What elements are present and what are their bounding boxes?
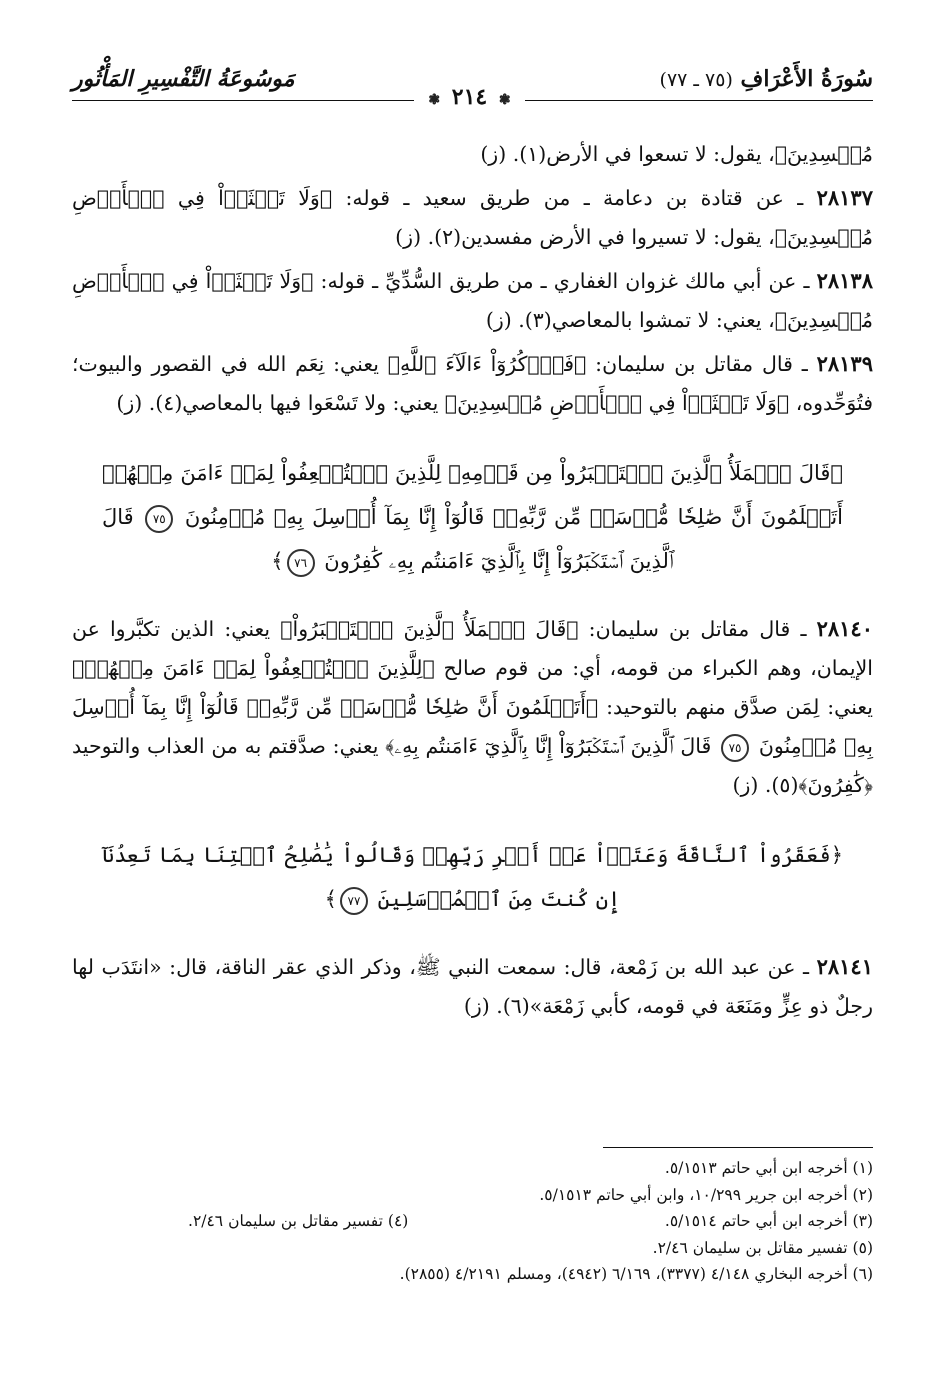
entry-number: ٢٨١٣٩ bbox=[816, 351, 873, 376]
entry-28139 bbox=[72, 344, 873, 423]
entry-number: ٢٨١٣٨ bbox=[816, 268, 873, 293]
quran-verse-75-76 bbox=[102, 451, 843, 583]
footnote-4: (٤) تفسير مقاتل بن سليمان ٢/٤٦. bbox=[188, 1212, 409, 1230]
verse-number-marker: ٧٦ bbox=[287, 549, 315, 577]
page-number-wrap bbox=[0, 84, 939, 110]
entry-text: ـ قال مقاتل بن سليمان: ﴿قَالَ ٱلۡمَلَأُ ٱلَّذِينَ ٱسۡتَكۡبَرُواْ﴾ يعني: الذين تكبَّروا عن الإيمان، وهم الكبراء من قومه، أي: من قوم صالح ﴿لِلَّذِينَ ٱسۡتُضۡعِفُواْ لِمَنۡ ءَامَنَ مِنۡهُمۡ﴾ يعني: لِمَن صدَّق منهم بالتوحيد: ﴿أَتَعۡلَمُونَ أَنَّ صَٰلِحٗا مُّرۡسَلٞ مِّن رَّبِّهِۦۚ قَالُوٓاْ إِنَّا بِمَآ أُرۡسِلَ بِهِۦ مُؤۡمِنُونَ bbox=[72, 617, 873, 758]
entry-text: ـ قال مقاتل بن سليمان: ﴿فَٱذۡكُرُوٓاْ ءَالَآءَ ٱللَّهِ﴾ يعني: نِعَم الله في القصور والبيوت؛ فتُوَحِّدوه، ﴿وَلَا تَعۡثَوۡاْ فِي ٱلۡأَرۡضِ مُفۡسِدِينَ﴾ يعني: ولا تَسْعَوا فيها بالمعاصي(٤). (ز) bbox=[72, 352, 873, 415]
footnote-3: (٣) أخرجه ابن أبي حاتم ٥/١٥١٤. bbox=[664, 1212, 873, 1230]
entry-text: ـ عن أبي مالك غزوان الغفاري ـ من طريق السُّدِّيِّ ـ قوله: ﴿وَلَا تَعۡثَوۡاْ فِي ٱلۡأَرۡضِ مُفۡسِدِينَ﴾، يعني: لا تمشوا بالمعاصي(٣). (ز) bbox=[72, 269, 873, 332]
entry-28141 bbox=[72, 947, 873, 1026]
entry-28138 bbox=[72, 261, 873, 340]
page-number bbox=[414, 84, 524, 110]
footnote-row bbox=[100, 1235, 873, 1262]
entry-28137 bbox=[72, 178, 873, 257]
entry-number: ٢٨١٤١ bbox=[816, 954, 873, 979]
footnote-row bbox=[100, 1182, 873, 1209]
entry-text: ـ عن عبد الله بن زَمْعة، قال: سمعت النبي ﷺ، وذكر الذي عقر الناقة، قال: «انتَدَب لها رجلٌ ذو عِزٍّ ومَنَعَة في قومه، كأبي زَمْعَة»(٦). (ز) bbox=[72, 955, 873, 1018]
page-body bbox=[72, 135, 873, 1030]
surah-name: سُورَةُ الأَعْرَافِ bbox=[740, 66, 873, 92]
ornament-icon: ❃ bbox=[498, 92, 511, 108]
book-title: مَوسُوعَةُ التَّفْسِيرِ المَأْثُور bbox=[72, 66, 295, 92]
page-number-text: ٢١٤ bbox=[451, 84, 488, 110]
verse-number-marker: ٧٧ bbox=[340, 887, 368, 915]
verse-number-marker: ٧٥ bbox=[145, 505, 173, 533]
footnote-row bbox=[100, 1261, 873, 1288]
entry-number: ٢٨١٣٧ bbox=[816, 185, 873, 210]
entry-continuation bbox=[72, 135, 873, 174]
entry-text: قَالَ ٱلَّذِينَ ٱسۡتَكۡبَرُوٓاْ إِنَّا بِٱلَّذِيٓ ءَامَنتُم بِهِۦ﴾ يعني: صدَّقتم به من العذاب والتوحيد ﴿كَٰفِرُونَ﴾(٥). (ز) bbox=[72, 734, 873, 797]
verse-range: (٧٥ ـ ٧٧) bbox=[659, 69, 733, 91]
verse-number-marker: ٧٥ bbox=[721, 734, 749, 762]
footnote-2: (٢) أخرجه ابن جرير ١٠/٢٩٩، وابن أبي حاتم ٥/١٥١٣. bbox=[539, 1185, 873, 1204]
entry-28140 bbox=[72, 609, 873, 805]
entry-number: ٢٨١٤٠ bbox=[816, 616, 873, 641]
quran-verse-77 bbox=[102, 833, 843, 921]
entry-text: ـ عن قتادة بن دعامة ـ من طريق سعيد ـ قوله: ﴿وَلَا تَعۡثَوۡاْ فِي ٱلۡأَرۡضِ مُفۡسِدِينَ﴾، يقول: لا تسيروا في الأرض مفسدين(٢). (ز) bbox=[72, 186, 873, 249]
footnote-row bbox=[100, 1208, 873, 1235]
footnotes bbox=[100, 1155, 873, 1288]
footnote-6: (٦) أخرجه البخاري ٤/١٤٨ (٣٣٧٧)، ٦/١٦٩ (٤٩٤٢)، ومسلم ٤/٢١٩١ (٢٨٥٥). bbox=[399, 1265, 873, 1283]
verse-close-bracket: ﴾ bbox=[271, 549, 284, 573]
verse-text: قَالَ ٱلَّذِينَ ٱسۡتَكۡبَرُوٓاْ إِنَّا بِٱلَّذِيٓ ءَامَنتُم بِهِۦ كَٰفِرُونَ bbox=[102, 505, 674, 573]
footnote-1: (١) أخرجه ابن أبي حاتم ٥/١٥١٣. bbox=[664, 1159, 873, 1177]
footnote-rule bbox=[603, 1147, 873, 1148]
ornament-icon: ❃ bbox=[428, 92, 441, 108]
entry-text: مُفۡسِدِينَ﴾، يقول: لا تسعوا في الأرض(١). (ز) bbox=[480, 142, 873, 166]
verse-text: ﴿قَالَ ٱلۡمَلَأُ ٱلَّذِينَ ٱسۡتَكۡبَرُواْ مِن قَوۡمِهِۦ لِلَّذِينَ ٱسۡتُضۡعِفُواْ لِمَنۡ ءَامَنَ مِنۡهُمۡ أَتَعۡلَمُونَ أَنَّ صَٰلِحٗا مُّرۡسَلٞ مِّن رَّبِّهِۦۚ قَالُوٓاْ إِنَّا بِمَآ أُرۡسِلَ بِهِۦ مُؤۡمِنُونَ bbox=[102, 461, 843, 529]
footnote-5: (٥) تفسير مقاتل بن سليمان ٢/٤٦. bbox=[652, 1238, 873, 1257]
verse-close-bracket: ﴾ bbox=[324, 887, 337, 911]
verse-text: ﴿فَعَقَرُواْ ٱلنَّاقَةَ وَعَتَوۡاْ عَنۡ أَمۡرِ رَبِّهِمۡ وَقَالُواْ يَٰصَٰلِحُ ٱئۡتِنَا بِمَا تَعِدُنَآ إِن كُنتَ مِنَ ٱلۡمُرۡسَلِينَ bbox=[102, 843, 843, 911]
footnote-row bbox=[100, 1155, 873, 1182]
